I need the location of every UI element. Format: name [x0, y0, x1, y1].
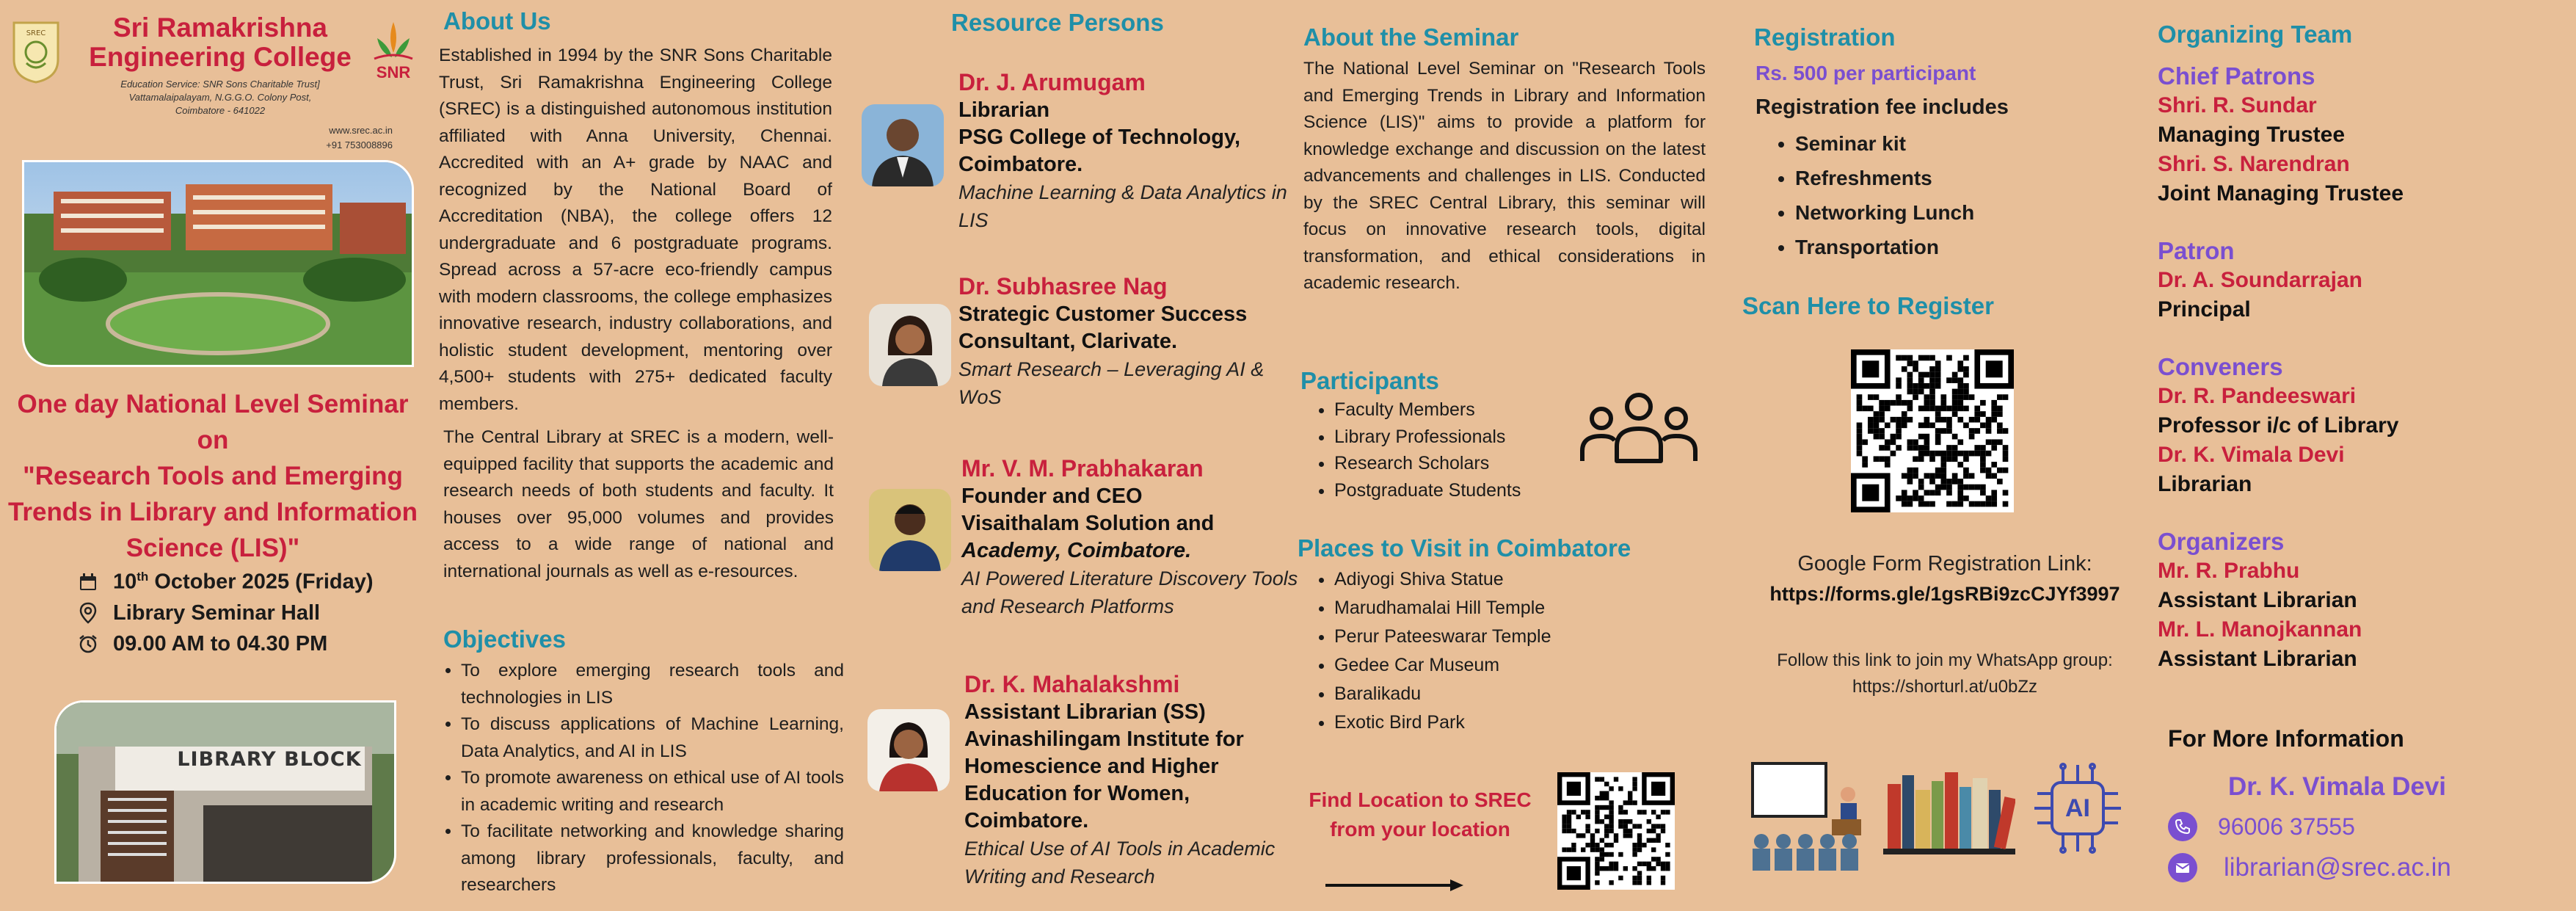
- organizers-heading: Organizers: [2158, 528, 2285, 555]
- about-us-paragraph1: Established in 1994 by the SNR Sons Charitable Trust, Sri Ramakrishna Engineering College (SREC) is a distinguished autonomous institution affiliated with Anna University, Chennai. Accredited with an A+ grade by NAAC and recognized by the National Board of Accreditation (NBA), the college offers 12 undergraduate and 6 postgraduate programs. Spread across a 57-acre eco-friendly campus with modern classrooms, the college emphasizes innovative research, industry collaborations, and holistic student development, mentoring over 4,500+ students with 275+ dedicated faculty members.: [439, 46, 832, 414]
- place-item: • Baralikadu: [1334, 680, 1642, 708]
- website-text: www.srec.ac.in: [329, 125, 393, 136]
- person-topic: AI Powered Literature Discovery Tools and Research Platforms: [961, 567, 1298, 617]
- arrow-right-icon: [1325, 878, 1465, 893]
- person-role: Academy, Coimbatore.: [961, 539, 1192, 562]
- registration-column: [1732, 0, 2158, 911]
- college-info: [73, 78, 367, 117]
- about-seminar-text: The National Level Seminar on "Research Tools and Emerging Trends in Library and Information Science (LIS)" aims to provide a platform for knowledge exchange and discussion on the latest advancements and challenges in LIS. Conducted by the SREC Central Library, this seminar will focus on innovative research tools, digital transformation, and ethical considerations in academic research.: [1303, 59, 1706, 293]
- convener-name: Dr. K. Vimala Devi: [2158, 443, 2345, 467]
- patron-title: Principal: [2158, 297, 2251, 322]
- places-heading: Places to Visit in Coimbatore: [1298, 534, 1631, 562]
- convener-title: Librarian: [2158, 472, 2252, 496]
- ai-chip-icon: [2030, 761, 2125, 856]
- patron-heading: Patron: [2158, 237, 2235, 264]
- find-location-line1: Find Location to SREC: [1309, 788, 1532, 811]
- event-venue: Library Seminar Hall: [113, 600, 321, 625]
- people-group-icon: [1576, 389, 1701, 465]
- college-name: [73, 13, 367, 72]
- person-name: Dr. K. Mahalakshmi: [964, 671, 1180, 697]
- person-card-mahalakshmi: [964, 669, 1299, 890]
- address-line2: Coimbatore - 641022: [175, 105, 266, 116]
- person-name: Dr. Subhasree Nag: [958, 273, 1168, 300]
- person-card-arumugam: [958, 68, 1296, 234]
- organizer-title: Assistant Librarian: [2158, 647, 2357, 671]
- objective-item: • To discuss applications of Machine Learning, Data Analytics, and AI in LIS: [461, 711, 844, 765]
- person-role: Coimbatore.: [964, 809, 1089, 832]
- include-item: • Refreshments: [1795, 161, 1974, 195]
- find-location-text: [1299, 785, 1541, 844]
- whatsapp-link[interactable]: https://shorturl.at/u0bZz: [1852, 677, 2038, 697]
- person-role: Strategic Customer Success: [958, 302, 1248, 326]
- place-item: • Perur Pateeswarar Temple: [1334, 623, 1642, 651]
- places-list: [1312, 565, 1642, 737]
- chief-patron-title: Joint Managing Trustee: [2158, 181, 2404, 206]
- seminar-title-line4: Science (LIS)": [125, 534, 300, 562]
- about-us-heading: About Us: [443, 7, 551, 35]
- objectives-list: [439, 658, 844, 899]
- participant-item: • Research Scholars: [1334, 450, 1576, 477]
- svg-text:SNR: SNR: [376, 63, 411, 81]
- person-role: Consultant, Clarivate.: [958, 330, 1178, 353]
- chief-patron-name: Shri. S. Narendran: [2158, 152, 2350, 176]
- patron-name: Dr. A. Soundarrajan: [2158, 268, 2362, 292]
- include-item: • Networking Lunch: [1795, 195, 1974, 230]
- location-pin-icon: [73, 602, 103, 624]
- registration-qr-code[interactable]: [1851, 349, 2014, 512]
- address-line1: Vattamalaipalayam, N.G.G.O. Colony Post,: [128, 92, 312, 103]
- participant-item: • Postgraduate Students: [1334, 477, 1576, 504]
- place-item: • Marudhamalai Hill Temple: [1334, 594, 1642, 623]
- person-topic: Smart Research – Leveraging AI & WoS: [958, 358, 1265, 408]
- objective-item: • To promote awareness on ethical use of AI tools in academic writing and research: [461, 765, 844, 819]
- event-venue-row: [73, 598, 418, 628]
- person-role: Avinashilingam Institute for: [964, 727, 1244, 751]
- person-card-prabhakaran: [961, 454, 1299, 620]
- phone-icon: [2168, 812, 2197, 841]
- person-role: Founder and CEO: [961, 484, 1143, 508]
- books-illustration-icon: [1883, 768, 2015, 854]
- objective-item: • To explore emerging research tools and technologies in LIS: [461, 658, 844, 711]
- calendar-icon: [73, 573, 103, 592]
- person-role: Assistant Librarian (SS): [964, 700, 1206, 724]
- about-us-paragraph2: The Central Library at SREC is a modern, well-equipped facility that supports the academic and research needs of both students and faculty. It houses over 95,000 volumes and provides access to a wide range of national and international journals as well as e-resources.: [443, 427, 834, 581]
- organizer-name: Mr. R. Prabhu: [2158, 559, 2300, 583]
- include-item: • Transportation: [1795, 230, 1974, 264]
- chief-patron-title: Managing Trustee: [2158, 123, 2346, 147]
- organizing-heading: Organizing Team: [2158, 21, 2353, 48]
- scan-register-heading: Scan Here to Register: [1742, 292, 1994, 319]
- place-item: • Gedee Car Museum: [1334, 651, 1642, 680]
- organizing-team-list: [2158, 62, 2569, 674]
- person-photo-arumugam: [862, 104, 944, 186]
- event-time: 09.00 AM to 04.30 PM: [113, 631, 328, 656]
- event-time-row: [73, 628, 418, 659]
- person-role: PSG College of Technology,: [958, 126, 1241, 149]
- campus-photo: [22, 160, 414, 367]
- person-topic: Ethical Use of AI Tools in Academic Writing and Research: [964, 838, 1276, 888]
- place-item: • Adiyogi Shiva Statue: [1334, 565, 1642, 594]
- organizing-column: [2158, 0, 2576, 911]
- google-form-label: Google Form Registration Link:: [1797, 552, 2092, 576]
- organizer-name: Mr. L. Manojkannan: [2158, 617, 2362, 642]
- whatsapp-label: Follow this link to join my WhatsApp group:: [1777, 650, 2113, 670]
- registration-includes-heading: Registration fee includes: [1755, 95, 2009, 119]
- svg-text:AI: AI: [2065, 794, 2090, 822]
- seminar-title-line1: One day National Level Seminar on: [17, 390, 409, 454]
- person-role: Coimbatore.: [958, 153, 1083, 176]
- person-name: Mr. V. M. Prabhakaran: [961, 455, 1204, 482]
- contact-mini: [308, 123, 393, 153]
- event-details: [73, 567, 418, 659]
- convener-name: Dr. R. Pandeeswari: [2158, 384, 2357, 408]
- svg-text:SREC: SREC: [26, 29, 46, 37]
- snr-logo-icon: [367, 16, 420, 90]
- person-topic: Machine Learning & Data Analytics in LIS: [958, 181, 1287, 231]
- person-card-subhasree: [958, 272, 1296, 411]
- chief-patron-name: Shri. R. Sundar: [2158, 93, 2317, 117]
- include-item: • Seminar kit: [1795, 126, 1974, 161]
- conveners-heading: Conveners: [2158, 353, 2283, 380]
- convener-title: Professor i/c of Library: [2158, 413, 2399, 438]
- registration-includes-list: [1773, 126, 1974, 264]
- email-icon: [2168, 853, 2197, 882]
- seminar-title: [0, 386, 426, 566]
- event-date-row: [73, 567, 418, 598]
- library-block-photo: [54, 700, 396, 884]
- person-photo-mahalakshmi: [867, 709, 950, 791]
- google-form-link[interactable]: https://forms.gle/1gsRBi9zcCJYf3997: [1769, 583, 2120, 605]
- contact-phone[interactable]: 96006 37555: [2218, 813, 2355, 840]
- person-photo-subhasree: [869, 304, 951, 386]
- library-sign: LIBRARY BLOCK: [177, 748, 362, 771]
- left-column: [0, 0, 426, 911]
- resource-persons-column: [859, 0, 1299, 911]
- organizer-title: Assistant Librarian: [2158, 588, 2357, 612]
- college-name-line2: Engineering College: [89, 42, 352, 72]
- registration-heading: Registration: [1754, 23, 1896, 51]
- lecture-illustration-icon: [1745, 761, 1871, 871]
- participant-item: • Faculty Members: [1334, 396, 1576, 424]
- person-photo-prabhakaran: [869, 489, 951, 571]
- seminar-column: [1299, 0, 1710, 911]
- find-location-line2: from your location: [1330, 818, 1510, 841]
- participants-heading: Participants: [1300, 367, 1439, 394]
- place-item: • Exotic Bird Park: [1334, 708, 1642, 737]
- srec-logo-icon: [10, 19, 62, 84]
- contact-email-row: [2168, 853, 2451, 882]
- registration-fee: Rs. 500 per participant: [1755, 62, 1976, 84]
- event-date: 10th October 2025 (Friday): [113, 570, 374, 594]
- alarm-clock-icon: [73, 634, 103, 654]
- phone-text: +91 753008896: [326, 139, 393, 150]
- objective-item: • To facilitate networking and knowledge sharing among library professionals, faculty, and researchers: [461, 819, 844, 899]
- seminar-title-line3: Trends in Library and Information: [7, 498, 418, 526]
- more-info-heading: For More Information: [2168, 725, 2404, 752]
- resource-persons-heading: Resource Persons: [951, 9, 1164, 36]
- college-name-line1: Sri Ramakrishna: [112, 12, 328, 43]
- contact-phone-row: [2168, 812, 2355, 841]
- chief-patrons-heading: Chief Patrons: [2158, 62, 2315, 90]
- seminar-title-line2: "Research Tools and Emerging: [23, 462, 403, 490]
- person-role: Homescience and Higher: [964, 755, 1219, 778]
- person-name: Dr. J. Arumugam: [958, 69, 1146, 95]
- participant-item: • Library Professionals: [1334, 424, 1576, 451]
- participants-list: [1312, 396, 1576, 504]
- about-seminar-heading: About the Seminar: [1303, 23, 1519, 51]
- objectives-heading: Objectives: [443, 625, 566, 653]
- person-role: Education for Women,: [964, 782, 1190, 805]
- person-role: Librarian: [958, 98, 1050, 122]
- education-service: Education Service: SNR Sons Charitable Trust]: [120, 79, 320, 90]
- person-role: Visaithalam Solution and: [961, 512, 1215, 535]
- contact-email[interactable]: librarian@srec.ac.in: [2224, 853, 2451, 882]
- location-qr-code[interactable]: [1557, 772, 1675, 890]
- contact-name: Dr. K. Vimala Devi: [2228, 772, 2447, 801]
